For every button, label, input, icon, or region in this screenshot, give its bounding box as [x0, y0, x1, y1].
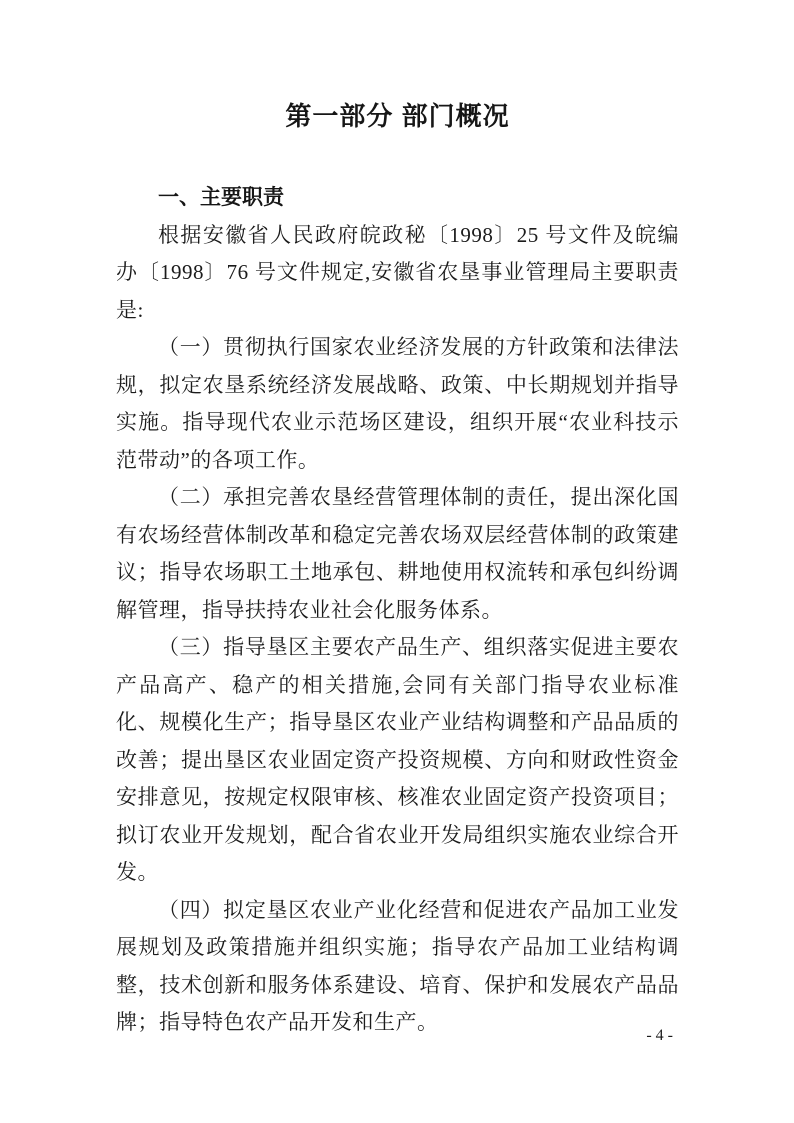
paragraph-duty-2: （二）承担完善农垦经营管理体制的责任，提出深化国有农场经营体制改革和稳定完善农场双层经营体制的政策建议；指导农场职工土地承包、耕地使用权流转和承包纠纷调解管理，指导扶持农业社会化服务体系。: [116, 485, 679, 622]
section-heading-main-duties: 一、主要职责: [158, 186, 284, 209]
paragraph-duty-1: （一）贯彻执行国家农业经济发展的方针政策和法律法规，拟定农垦系统经济发展战略、政策、中长期规划并指导实施。指导现代农业示范场区建设，组织开展“农业科技示范带动”的各项工作。: [116, 335, 679, 472]
paragraph-intro: 根据安徽省人民政府皖政秘〔1998〕25 号文件及皖编办〔1998〕76 号文件规定,安徽省农垦事业管理局主要职责是:: [116, 222, 679, 322]
paragraph-duty-3: （三）指导垦区主要农产品生产、组织落实促进主要农产品高产、稳产的相关措施,会同有关部门指导农业标准化、规模化生产；指导垦区农业产业结构调整和产品品质的改善；提出垦区农业固定资产投资规模、方向和财政性资金安排意见，按规定权限审核、核准农业固定资产投资项目；拟订农业开发规划，配合省农业开发局组织实施农业综合开发。: [116, 635, 679, 884]
page-number: - 4 -: [646, 1027, 673, 1044]
document-content: [116, 97, 679, 1042]
document-title: 第一部分 部门概况: [285, 101, 510, 131]
paragraph-duty-4: （四）拟定垦区农业产业化经营和促进农产品加工业发展规划及政策措施并组织实施；指导农产品加工业结构调整，技术创新和服务体系建设、培育、保护和发展农产品品牌；指导特色农产品开发和生产。: [116, 897, 679, 1034]
